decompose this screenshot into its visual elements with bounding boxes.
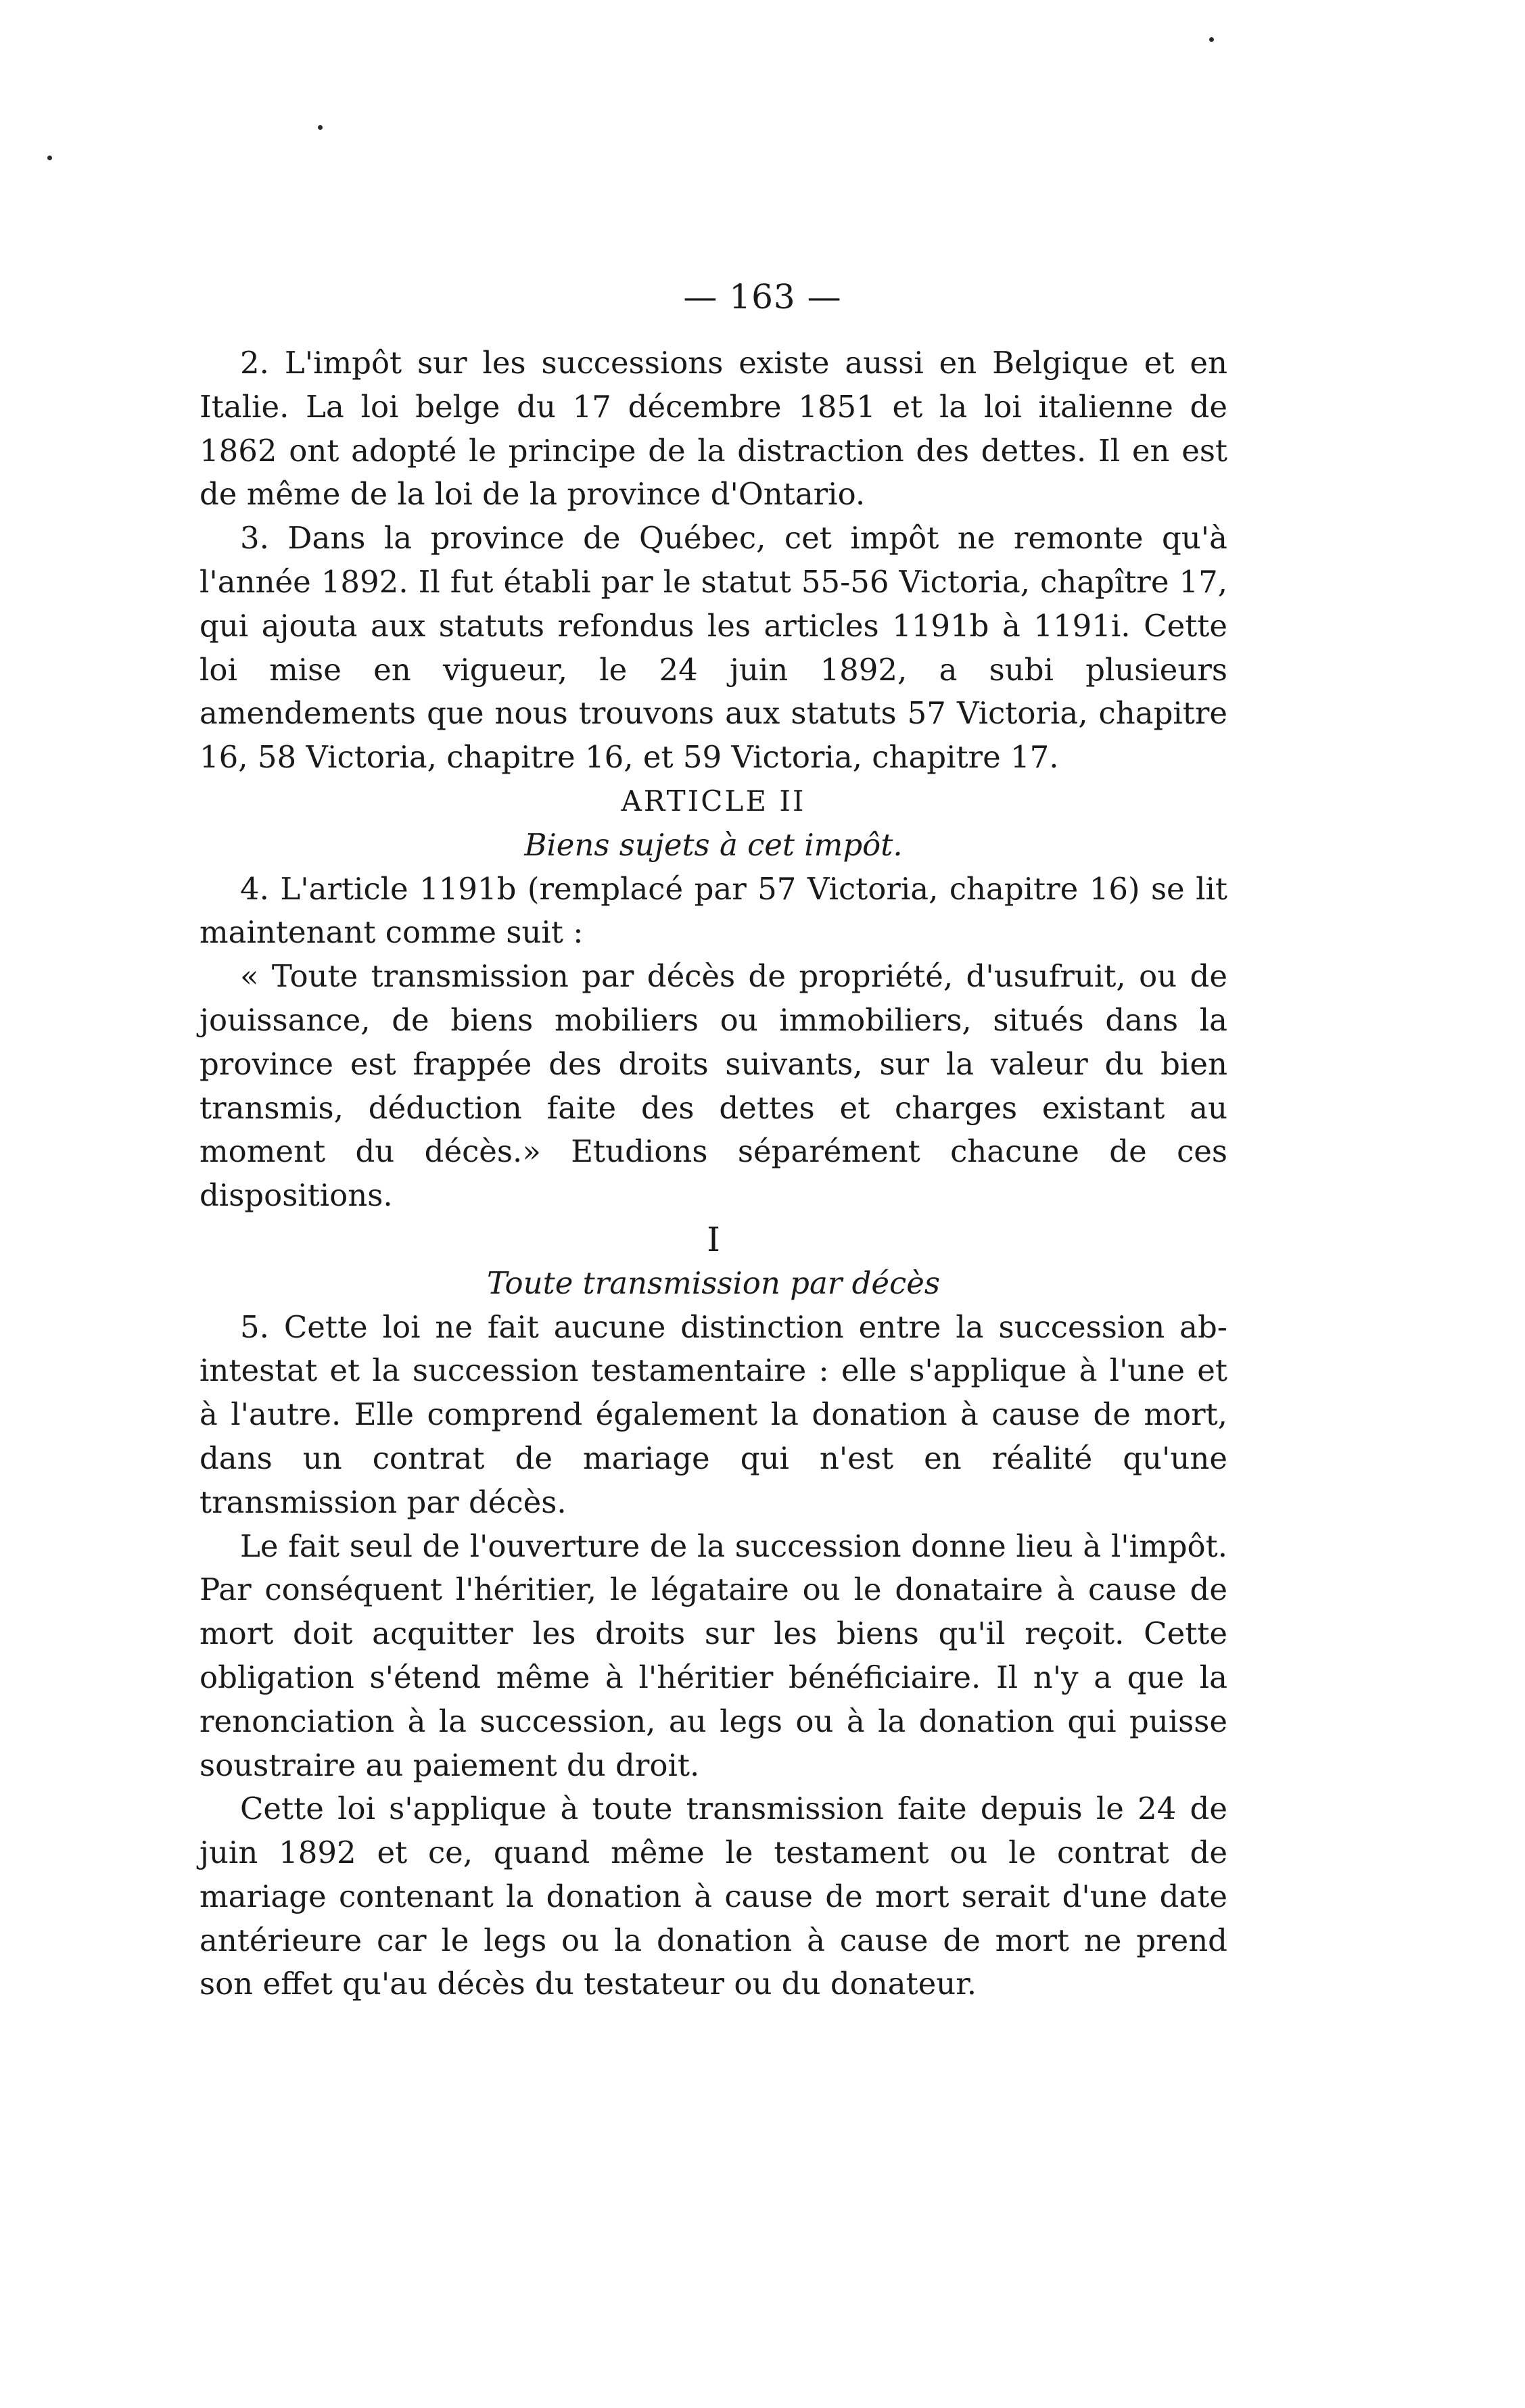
paragraph-3: 3. Dans la province de Québec, cet impôt ne remonte qu'à l'année 1892. Il fut établi par le statut 55-56 Victoria, chapître 17, qui ajouta aux statuts refondus les articles 1191b à 1191i. Cette loi mise en vigueur, le 24 juin 1892, a subi plusieurs amendements que nous trouvons aux statuts 57 Victoria, chapitre 16, 58 Victoria, chapitre 16, et 59 Victoria, chapitre 17. bbox=[200, 520, 1227, 776]
print-speck bbox=[318, 125, 323, 130]
print-speck bbox=[1209, 37, 1214, 42]
paragraph-4: 4. L'article 1191b (remplacé par 57 Victoria, chapitre 16) se lit maintenant comme suit : bbox=[200, 870, 1227, 951]
article-heading: ARTICLE II bbox=[621, 784, 806, 818]
paragraph-application: Cette loi s'applique à toute transmission faite depuis le 24 de juin 1892 et ce, quand même le testament ou le contrat de mariage contenant la donation à cause de mort serait d'une date antérieure car le legs ou la donation à cause de mort ne prend son effet qu'au décès du testateur ou du donateur. bbox=[200, 1791, 1227, 2002]
page-body bbox=[200, 341, 1227, 2006]
paragraph-5: 5. Cette loi ne fait aucune distinction entre la succession ab-intestat et la succession testamentaire : elle s'applique à l'une et à l'autre. Elle comprend également la donation à cause de mort, dans un contrat de mariage qui n'est en réalité qu'une transmission par décès. bbox=[200, 1308, 1227, 1520]
paragraph-2: 2. L'impôt sur les successions existe aussi en Belgique et en Italie. La loi belge du 17 décembre 1851 et la loi italienne de 1862 ont adopté le principe de la distraction des dettes. Il en est de même de la loi de la province d'Ontario. bbox=[200, 345, 1227, 513]
page-number: — 163 — bbox=[683, 277, 842, 316]
paragraph-impot: Le fait seul de l'ouverture de la succession donne lieu à l'impôt. Par conséquent l'héritier, le légataire ou le donataire à cause de mort doit acquitter les droits sur les biens qu'il reçoit. Cette obligation s'étend même à l'héritier bénéficiaire. Il n'y a que la renonciation à la succession, au legs ou à la donation qui puisse soustraire au paiement du droit. bbox=[200, 1528, 1227, 1783]
article-subtitle: Biens sujets à cet impôt. bbox=[524, 826, 903, 863]
print-speck bbox=[47, 156, 52, 160]
section-title: Toute transmission par décès bbox=[487, 1265, 940, 1301]
section-numeral: I bbox=[707, 1219, 720, 1259]
statute-quotation: « Toute transmission par décès de propriété, d'usufruit, ou de jouissance, de biens mobiliers ou immobiliers, situés dans la province est frappée des droits suivants, sur la valeur du bien transmis, déduction faite des dettes et charges existant au moment du décès.» Etudions séparément chacune de ces dispositions. bbox=[200, 958, 1227, 1214]
